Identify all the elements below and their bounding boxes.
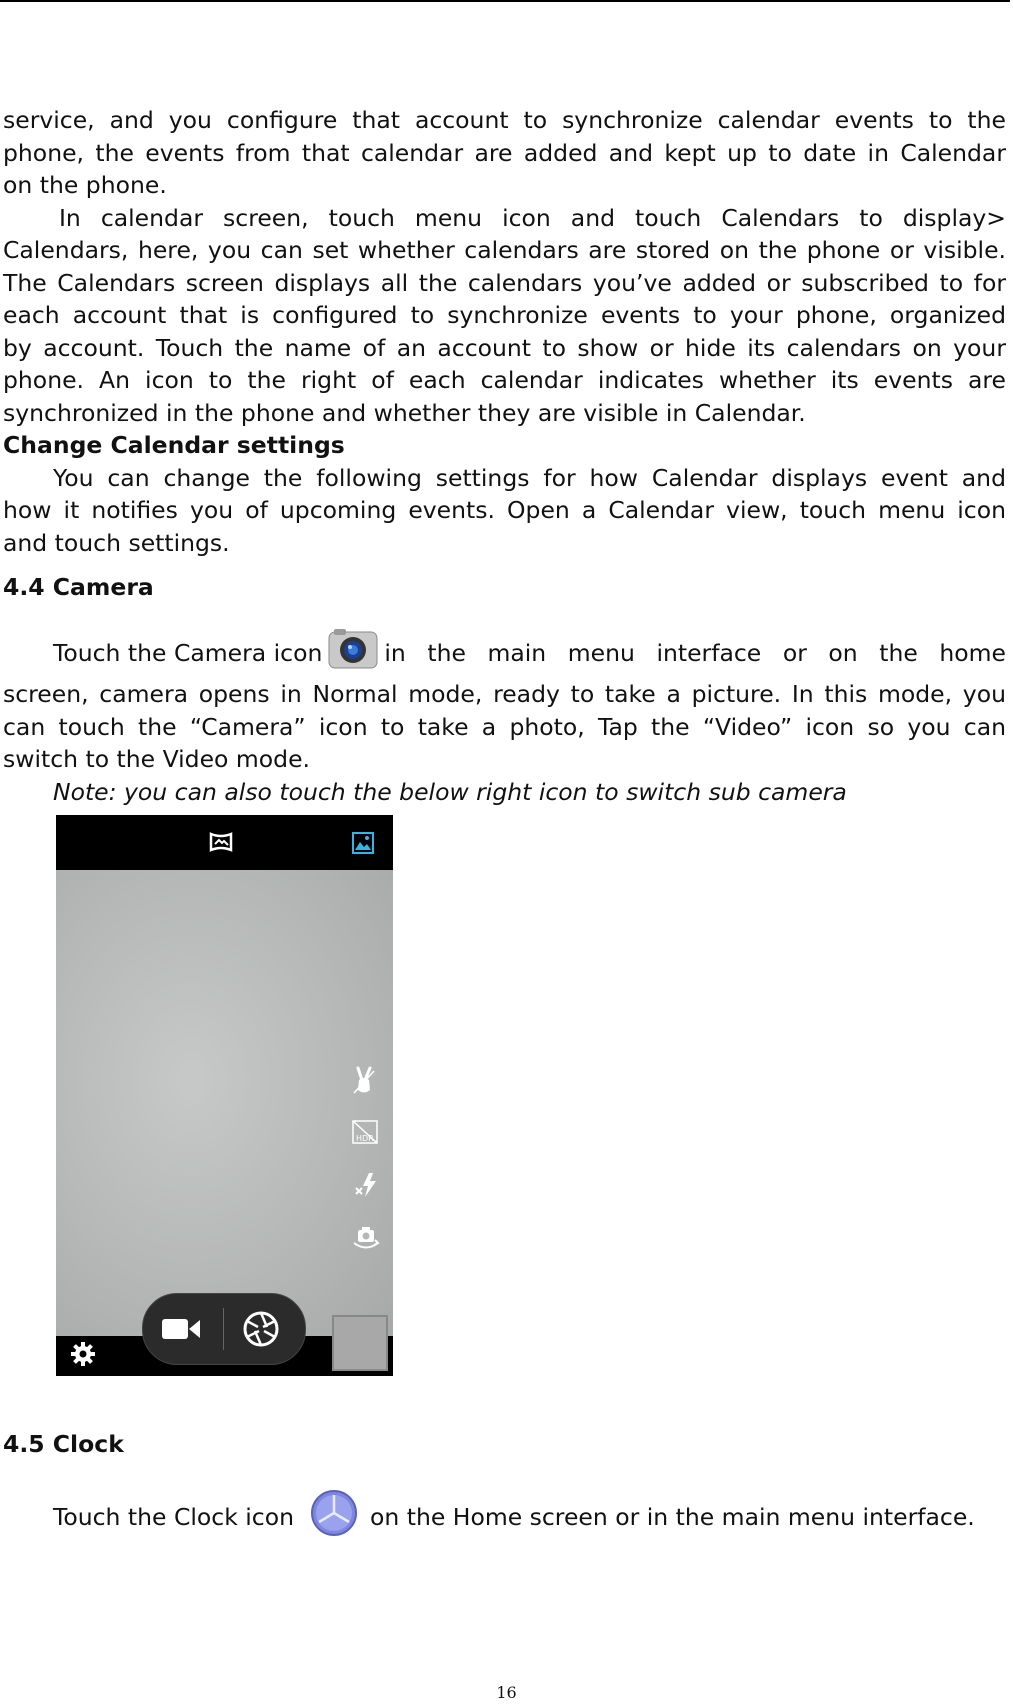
gesture-shot-icon[interactable] bbox=[350, 1066, 378, 1100]
camera-viewfinder[interactable] bbox=[56, 870, 393, 1336]
paragraph-line: phone. An icon to the right of each calendar indicates whether its events are bbox=[3, 366, 1006, 394]
flash-off-icon[interactable] bbox=[354, 1172, 380, 1202]
clock-section bbox=[3, 1428, 1006, 1545]
paragraph-line: service, and you configure that account to synchronize calendar events to the bbox=[3, 106, 1006, 134]
video-mode-icon[interactable] bbox=[161, 1316, 201, 1346]
clock-intro-line bbox=[3, 1489, 1006, 1546]
document-body bbox=[3, 104, 1006, 808]
paragraph-line: how it notifies you of upcoming events. Open a Calendar view, touch menu icon bbox=[3, 496, 1006, 524]
switch-camera-icon[interactable] bbox=[351, 1226, 381, 1256]
camera-app-icon bbox=[328, 628, 378, 679]
camera-intro-line bbox=[3, 628, 1006, 679]
shutter-divider bbox=[223, 1308, 224, 1350]
settings-heading: Change Calendar settings bbox=[3, 431, 345, 459]
camera-screenshot bbox=[56, 815, 393, 1376]
settings-gear-icon[interactable] bbox=[70, 1341, 96, 1371]
page-number: 16 bbox=[496, 1683, 517, 1702]
paragraph-line: switch to the Video mode. bbox=[3, 745, 311, 773]
gallery-icon[interactable] bbox=[352, 832, 374, 858]
clock-heading: 4.5 Clock bbox=[3, 1430, 124, 1458]
paragraph-line: and touch settings. bbox=[3, 528, 230, 557]
svg-text:HDR: HDR bbox=[356, 1134, 374, 1143]
paragraph-line: each account that is configured to synchronize events to your phone, organized bbox=[3, 301, 1006, 329]
paragraph-line: on the phone. bbox=[3, 171, 167, 199]
panorama-mode-icon[interactable] bbox=[209, 831, 233, 857]
paragraph-line: screen, camera opens in Normal mode, ready to take a picture. In this mode, you bbox=[3, 680, 1006, 708]
clock-app-icon bbox=[310, 1489, 358, 1546]
paragraph-line: phone, the events from that calendar are added and kept up to date in Calendar bbox=[3, 138, 1006, 167]
clock-intro-pre: Touch the Clock icon bbox=[53, 1502, 294, 1531]
camera-note: Note: you can also touch the below right icon to switch sub camera bbox=[53, 777, 847, 806]
paragraph-line: can touch the “Camera” icon to take a photo, Tap the “Video” icon so you can bbox=[3, 712, 1006, 741]
shutter-controls bbox=[142, 1293, 306, 1365]
hdr-icon[interactable] bbox=[352, 1120, 380, 1150]
paragraph-line: Calendars, here, you can set whether calendars are stored on the phone or visible. bbox=[3, 236, 1006, 264]
paragraph-line: by account. Touch the name of an account to show or hide its calendars on your bbox=[3, 333, 1006, 362]
camera-intro-pre: Touch the Camera icon bbox=[53, 638, 323, 667]
clock-intro-post: on the Home screen or in the main menu interface. bbox=[370, 1502, 975, 1531]
paragraph-line: synchronized in the phone and whether they are visible in Calendar. bbox=[3, 398, 806, 427]
last-photo-thumbnail[interactable] bbox=[332, 1315, 388, 1371]
shutter-icon[interactable] bbox=[243, 1311, 279, 1351]
camera-heading: 4.4 Camera bbox=[3, 573, 154, 601]
paragraph-line: The Calendars screen displays all the calendars you’ve added or subscribed to for bbox=[3, 268, 1006, 297]
paragraph-line: In calendar screen, touch menu icon and touch Calendars to display> bbox=[59, 203, 1006, 232]
camera-intro-post: in the main menu interface or on the home bbox=[384, 638, 1006, 667]
paragraph-line: You can change the following settings for how Calendar displays event and bbox=[53, 463, 1006, 492]
top-rule bbox=[0, 0, 1010, 2]
